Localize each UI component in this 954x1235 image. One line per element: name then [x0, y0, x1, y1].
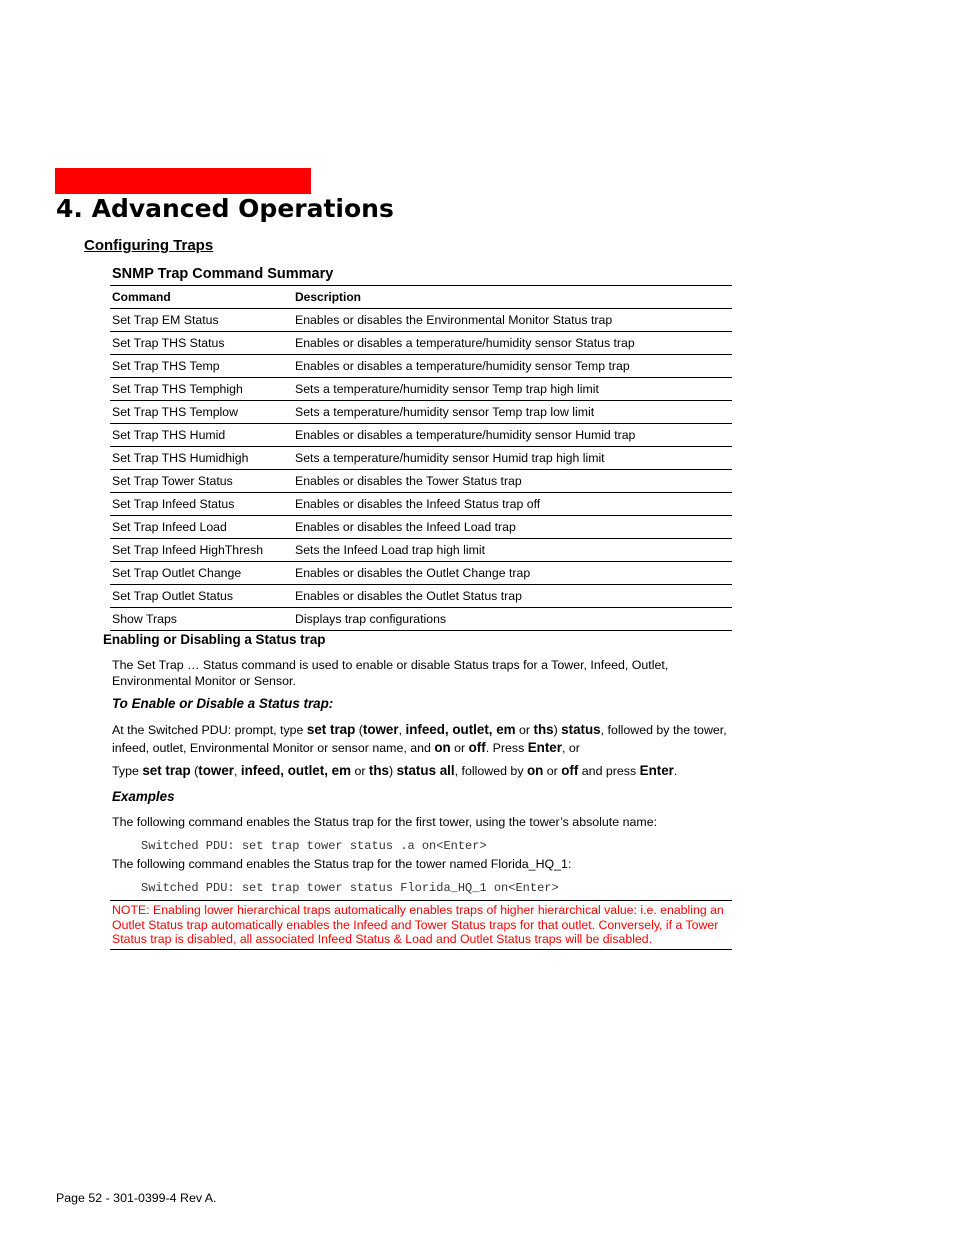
text-run: ,	[233, 764, 241, 778]
text-run: or	[515, 723, 534, 737]
command-cell: Set Trap THS Humid	[110, 424, 293, 447]
description-cell: Sets a temperature/humidity sensor Temp trap high limit	[293, 378, 732, 401]
section-title: Configuring Traps	[84, 237, 214, 254]
command-cell: Set Trap Outlet Change	[110, 562, 293, 585]
table-row	[110, 424, 732, 447]
text-run: , followed by the tower, infeed, outlet, Environmental Monitor or sensor name, and	[112, 723, 727, 755]
description-cell: Enables or disables a temperature/humidity sensor Status trap	[293, 332, 732, 355]
column-header-command: Command	[110, 286, 293, 309]
example-two-code: Switched PDU: set trap tower status Florida_HQ_1 on<Enter>	[141, 881, 559, 895]
command-cell: Set Trap Tower Status	[110, 470, 293, 493]
text-run: or	[450, 741, 469, 755]
table-row	[110, 562, 732, 585]
command-cell: Set Trap Infeed HighThresh	[110, 539, 293, 562]
warning-note: NOTE: Enabling lower hierarchical traps automatically enables traps of higher hierarchical value: i.e. enabling an Outlet Status trap automatically enables the Infeed and Tower Status traps for that outlet. Conversely, if a Tower Status trap is disabled, all associated Infeed Status & Load and Outlet Status traps will be disabled.	[110, 900, 732, 950]
command-keyword: Enter	[639, 763, 674, 778]
description-cell: Enables or disables the Tower Status trap	[293, 470, 732, 493]
command-keyword: on	[526, 763, 544, 778]
trap-command-table	[110, 285, 732, 631]
text-run: , followed by	[454, 764, 527, 778]
command-keyword: ths	[533, 722, 554, 737]
command-keyword: set trap	[142, 763, 191, 778]
step-two-paragraph	[112, 763, 727, 779]
command-keyword: ths	[368, 763, 389, 778]
table-row	[110, 332, 732, 355]
command-keyword: tower	[362, 722, 399, 737]
command-cell: Set Trap THS Temp	[110, 355, 293, 378]
text-run: or	[351, 764, 369, 778]
command-keyword: off	[561, 763, 579, 778]
table-row	[110, 539, 732, 562]
command-cell: Set Trap Infeed Load	[110, 516, 293, 539]
description-cell: Enables or disables the Outlet Change trap	[293, 562, 732, 585]
table-row	[110, 401, 732, 424]
chapter-color-bar	[55, 168, 311, 194]
chapter-title: 4. Advanced Operations	[56, 194, 394, 223]
text-run: (	[355, 723, 363, 737]
text-run: (	[190, 764, 199, 778]
table-header-row	[110, 286, 732, 309]
command-cell: Set Trap Infeed Status	[110, 493, 293, 516]
description-cell: Enables or disables the Outlet Status trap	[293, 585, 732, 608]
text-run: )	[389, 764, 397, 778]
table-row	[110, 585, 732, 608]
column-header-description: Description	[293, 286, 732, 309]
text-run: )	[553, 723, 562, 737]
text-run: . Press	[485, 741, 528, 755]
table-row	[110, 516, 732, 539]
step-one-paragraph	[112, 721, 727, 757]
description-cell: Enables or disables the Environmental Monitor Status trap	[293, 309, 732, 332]
table-row	[110, 608, 732, 631]
text-run: Type	[112, 764, 143, 778]
text-run: At the Switched PDU: prompt, type	[112, 723, 307, 737]
command-keyword: Enter	[527, 740, 562, 755]
command-keyword: off	[468, 740, 486, 755]
description-cell: Enables or disables a temperature/humidity sensor Temp trap	[293, 355, 732, 378]
command-cell: Set Trap THS Humidhigh	[110, 447, 293, 470]
description-cell: Enables or disables the Infeed Load trap	[293, 516, 732, 539]
description-cell: Enables or disables the Infeed Status trap off	[293, 493, 732, 516]
text-run: , or	[561, 741, 580, 755]
table-row	[110, 355, 732, 378]
command-keyword: status all	[396, 763, 455, 778]
description-cell: Sets a temperature/humidity sensor Humid trap high limit	[293, 447, 732, 470]
table-row	[110, 309, 732, 332]
procedure-title: To Enable or Disable a Status trap:	[112, 696, 334, 711]
text-run: ,	[398, 723, 406, 737]
command-keyword: status	[561, 722, 601, 737]
command-cell: Set Trap THS Status	[110, 332, 293, 355]
text-run: or	[543, 764, 562, 778]
description-cell: Displays trap configurations	[293, 608, 732, 631]
command-cell: Show Traps	[110, 608, 293, 631]
command-cell: Set Trap Outlet Status	[110, 585, 293, 608]
command-keyword: infeed, outlet, em	[405, 722, 516, 737]
table-row	[110, 378, 732, 401]
command-keyword: on	[434, 740, 451, 755]
table-row	[110, 493, 732, 516]
description-cell: Enables or disables a temperature/humidity sensor Humid trap	[293, 424, 732, 447]
command-cell: Set Trap THS Templow	[110, 401, 293, 424]
intro-paragraph: The Set Trap … Status command is used to enable or disable Status traps for a Tower, Infeed, Outlet, Environmental Monitor or Sensor.	[112, 658, 669, 688]
command-cell: Set Trap EM Status	[110, 309, 293, 332]
command-keyword: infeed, outlet, em	[240, 763, 351, 778]
example-two-description: The following command enables the Status trap for the tower named Florida_HQ_1:	[112, 857, 572, 871]
command-keyword: set trap	[306, 722, 356, 737]
description-cell: Sets the Infeed Load trap high limit	[293, 539, 732, 562]
command-cell: Set Trap THS Temphigh	[110, 378, 293, 401]
table-row	[110, 447, 732, 470]
text-run: and press	[578, 764, 640, 778]
page-footer: Page 52 - 301-0399-4 Rev A.	[56, 1191, 217, 1205]
example-one-description: The following command enables the Status trap for the first tower, using the tower’s absolute name:	[112, 815, 658, 829]
table-title: SNMP Trap Command Summary	[112, 266, 334, 282]
text-run: .	[673, 764, 678, 778]
table-row	[110, 470, 732, 493]
example-one-code: Switched PDU: set trap tower status .a on<Enter>	[141, 839, 487, 853]
command-keyword: tower	[198, 763, 234, 778]
subsection-title: Enabling or Disabling a Status trap	[103, 632, 326, 647]
examples-title: Examples	[112, 789, 175, 804]
description-cell: Sets a temperature/humidity sensor Temp trap low limit	[293, 401, 732, 424]
